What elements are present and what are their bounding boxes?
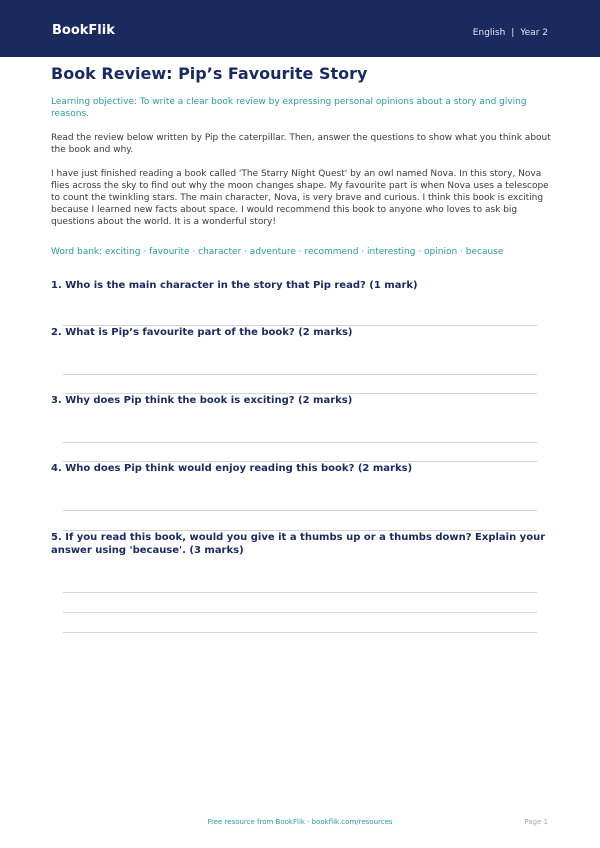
intro-paragraph: Read the review below written by Pip the caterpillar. Then, answer the questions to show what you think about the book and why. [51, 133, 551, 155]
answer-line[interactable] [63, 612, 537, 613]
answer-line[interactable] [63, 592, 537, 593]
question-4: 4. Who does Pip think would enjoy reading this book? (2 marks) [51, 463, 413, 474]
question-3: 3. Why does Pip think the book is exciting? (2 marks) [51, 395, 353, 406]
page-header [0, 0, 600, 57]
answer-line[interactable] [63, 510, 537, 511]
brand-logo[interactable]: BookFlik [52, 23, 115, 38]
subject-year-label: English | Year 2 [472, 28, 548, 38]
word-bank: Word bank: exciting · favourite · character · adventure · recommend · interesting · opinion · because [51, 247, 504, 257]
year-label: Year 2 [520, 28, 548, 38]
answer-line[interactable] [63, 632, 537, 633]
subject-label: English [472, 28, 506, 38]
question-1: 1. Who is the main character in the story that Pip read? (1 mark) [51, 280, 418, 291]
answer-line[interactable] [63, 374, 537, 375]
answer-line[interactable] [63, 442, 537, 443]
question-2: 2. What is Pip’s favourite part of the book? (2 marks) [51, 327, 353, 338]
question-5: 5. If you read this book, would you give it a thumbs up or a thumbs down? Explain your answer using 'because'. (3 marks) [51, 532, 546, 556]
learning-objective: Learning objective: To write a clear book review by expressing personal opinions about a story and giving reasons. [51, 97, 527, 119]
page-number: Page 1 [524, 818, 548, 826]
review-paragraph: I have just finished reading a book called 'The Starry Night Quest' by an owl named Nova. In this story, Nova flies across the sky to find out why the moon changes shape. My favourite part is when Nova uses a telescope to count the twinkling stars. The main character, Nova, is very brave and curious. I think this book is exciting because I learned new facts about space. I would recommend this book to anyone who loves to ask big questions about the world. It is a wonderful story! [51, 169, 549, 227]
footer-credit[interactable]: Free resource from BookFlik · bookflik.com/resources [207, 818, 393, 826]
page-title: Book Review: Pip’s Favourite Story [51, 64, 368, 83]
